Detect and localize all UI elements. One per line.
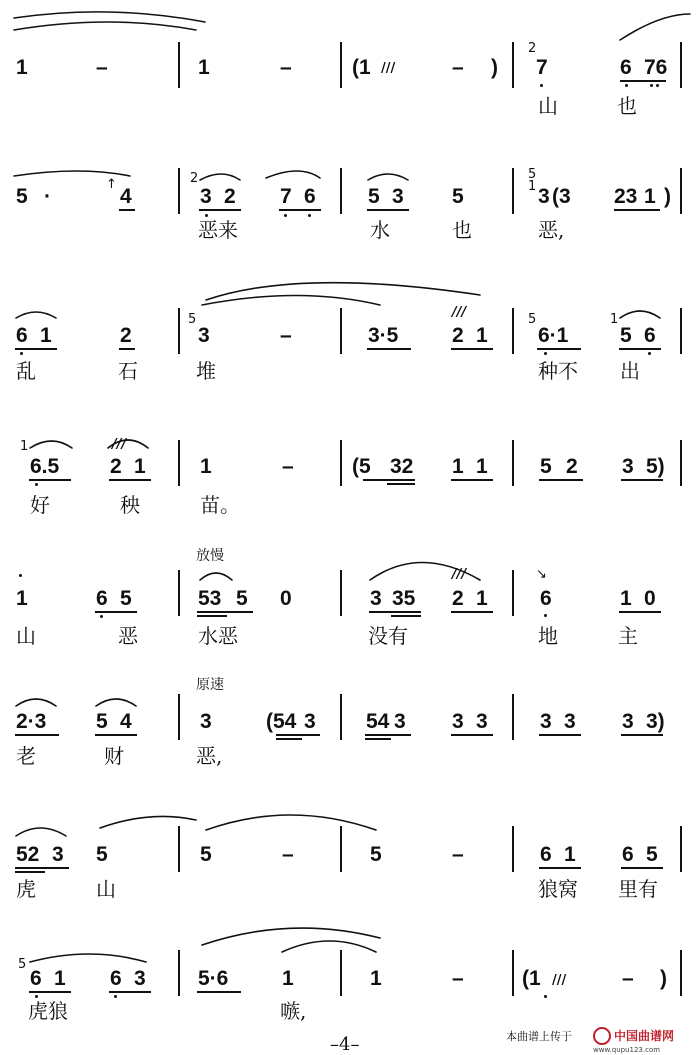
- lyric: 没有: [368, 624, 408, 648]
- grace-note: 5: [528, 167, 537, 182]
- note: (1: [352, 56, 371, 79]
- note: 5: [236, 587, 248, 610]
- note: 2: [224, 185, 236, 208]
- site-logo: [593, 1027, 674, 1054]
- lyric: 嗾,: [280, 999, 307, 1023]
- grace-note: 1: [610, 312, 619, 327]
- octave-dot: [284, 214, 287, 217]
- lyric: 虎: [16, 877, 36, 901]
- grace-note: 5: [528, 312, 537, 327]
- note: –: [280, 56, 292, 79]
- octave-dot: [650, 84, 653, 87]
- note: 3: [52, 843, 64, 866]
- note: (3: [552, 185, 571, 208]
- slur: [100, 816, 196, 828]
- note: 1: [54, 967, 66, 990]
- octave-dot: [35, 483, 38, 486]
- lyric: 恶: [118, 624, 138, 648]
- note: 3: [200, 185, 212, 208]
- slur: [266, 171, 320, 178]
- slur: [202, 928, 380, 945]
- note: 3: [200, 710, 212, 733]
- grace-note: 1: [528, 179, 537, 194]
- octave-dot: [544, 352, 547, 355]
- note: 3: [564, 710, 576, 733]
- note: 1: [620, 587, 632, 610]
- lyric: 狼窝: [538, 877, 578, 901]
- note: 1: [476, 587, 488, 610]
- vibrato-mark: ///: [452, 305, 467, 320]
- slur: [108, 440, 148, 448]
- note: 0: [644, 587, 656, 610]
- slur: [200, 174, 240, 180]
- site-url: www.qupu123.com: [593, 1045, 661, 1054]
- slur: [96, 699, 136, 706]
- note: 6: [620, 56, 632, 79]
- note: 1: [370, 967, 382, 990]
- note: 35: [392, 587, 416, 610]
- note: 6: [96, 587, 108, 610]
- note: 4: [120, 185, 132, 208]
- slur: [200, 573, 232, 580]
- lyric: 也: [617, 94, 637, 118]
- note: 3: [538, 185, 550, 208]
- note: 2: [566, 455, 578, 478]
- slur: [16, 828, 66, 836]
- note: 3: [452, 710, 464, 733]
- lyric: 也: [452, 218, 472, 242]
- lyric: 堆: [196, 359, 216, 383]
- lyric: 好: [30, 493, 50, 517]
- slur: [282, 941, 376, 952]
- note: 5: [368, 185, 380, 208]
- octave-dot: [20, 352, 23, 355]
- octave-dot: [308, 214, 311, 217]
- logo-icon: [593, 1027, 611, 1045]
- note: ): [660, 967, 667, 990]
- slide-mark: ↘: [536, 567, 547, 582]
- note: –: [282, 843, 294, 866]
- note: 1: [564, 843, 576, 866]
- octave-dot: [100, 615, 103, 618]
- lyric: 山: [96, 877, 116, 901]
- note: ): [491, 56, 498, 79]
- lyric: 老: [16, 744, 36, 768]
- slur: [620, 311, 660, 318]
- grace-note: 5: [18, 957, 27, 972]
- note: 5): [646, 455, 665, 478]
- note: (5: [352, 455, 371, 478]
- slur: [30, 441, 72, 448]
- lyric: 水: [370, 218, 390, 242]
- lyric: 山: [538, 94, 558, 118]
- slur: [206, 815, 376, 830]
- note: 23: [614, 185, 638, 208]
- note: 6: [644, 324, 656, 347]
- note: 3: [622, 455, 634, 478]
- slur: [16, 699, 56, 706]
- vibrato-mark: ///: [112, 437, 127, 452]
- note: 3: [370, 587, 382, 610]
- note: 3: [476, 710, 488, 733]
- note: –: [280, 324, 292, 347]
- note: 5: [96, 710, 108, 733]
- octave-dot: [544, 614, 547, 617]
- note: ·: [44, 185, 51, 208]
- lyric: 种不: [538, 359, 578, 383]
- note: 5: [452, 185, 464, 208]
- octave-dot: [656, 84, 659, 87]
- lyric: 恶来: [198, 218, 238, 242]
- note: 2·3: [16, 710, 47, 733]
- page-number: –4–: [330, 1034, 360, 1055]
- note: 54: [366, 710, 390, 733]
- tempo-mark: 放慢: [196, 548, 224, 564]
- octave-dot: [205, 214, 208, 217]
- note: 1: [16, 587, 28, 610]
- note: 52: [16, 843, 40, 866]
- octave-dot: [114, 995, 117, 998]
- note: 6: [110, 967, 122, 990]
- note: 1: [452, 455, 464, 478]
- note: 3: [304, 710, 316, 733]
- slur: [202, 296, 380, 306]
- note: 1: [476, 324, 488, 347]
- note: 3: [540, 710, 552, 733]
- note: 6: [304, 185, 316, 208]
- note: 2: [452, 587, 464, 610]
- note: 5·6: [198, 967, 229, 990]
- octave-dot: [35, 995, 38, 998]
- note: 1: [644, 185, 656, 208]
- note: 2: [452, 324, 464, 347]
- note: 3: [622, 710, 634, 733]
- slur: [620, 14, 690, 40]
- octave-dot: [540, 84, 543, 87]
- note: –: [622, 967, 634, 990]
- note: 5: [620, 324, 632, 347]
- note: 1: [200, 455, 212, 478]
- note: (1: [522, 967, 541, 990]
- note: 5: [646, 843, 658, 866]
- note: 3: [134, 967, 146, 990]
- note: 3): [646, 710, 665, 733]
- note: 1: [40, 324, 52, 347]
- lyric: 财: [104, 744, 124, 768]
- note: 32: [390, 455, 414, 478]
- lyric: 出: [620, 359, 640, 383]
- note: 5: [96, 843, 108, 866]
- note: 2: [110, 455, 122, 478]
- lyric: 恶,: [196, 744, 223, 768]
- tremolo-mark: ///: [552, 973, 567, 988]
- note: 2: [120, 324, 132, 347]
- note: 5: [16, 185, 28, 208]
- note: –: [452, 56, 464, 79]
- grace-note: 1: [20, 439, 29, 454]
- lyric: 乱: [16, 359, 36, 383]
- note: 4: [120, 710, 132, 733]
- note: 6: [540, 843, 552, 866]
- octave-dot: [648, 352, 651, 355]
- note: 7: [280, 185, 292, 208]
- note: 6: [16, 324, 28, 347]
- grace-note: 5: [188, 312, 197, 327]
- note: 6: [30, 967, 42, 990]
- note: 6·1: [538, 324, 569, 347]
- note: –: [452, 843, 464, 866]
- note: 1: [16, 56, 28, 79]
- note: 5: [200, 843, 212, 866]
- note: 7: [536, 56, 548, 79]
- note: –: [452, 967, 464, 990]
- vibrato-mark: ///: [452, 567, 467, 582]
- lyric: 虎狼: [28, 999, 68, 1023]
- slur: [30, 954, 146, 962]
- note: 3: [392, 185, 404, 208]
- note: 5: [540, 455, 552, 478]
- slur: [368, 174, 408, 180]
- note: 5: [370, 843, 382, 866]
- site-name: 中国曲谱网: [614, 1029, 675, 1043]
- note: 5: [120, 587, 132, 610]
- note: 3: [198, 324, 210, 347]
- upload-note: 本曲谱上传于: [506, 1030, 572, 1043]
- note: 53: [198, 587, 222, 610]
- octave-dot: [625, 84, 628, 87]
- lyric: 主: [618, 624, 638, 648]
- lyric: 里有: [618, 877, 658, 901]
- slur: [16, 312, 56, 318]
- lyric: 恶,: [538, 218, 565, 242]
- grace-note: 2: [190, 171, 199, 186]
- grace-note: 2: [528, 41, 537, 56]
- arrow-mark: ↑: [106, 177, 117, 192]
- note: 1: [282, 967, 294, 990]
- note: –: [96, 56, 108, 79]
- note: 6: [622, 843, 634, 866]
- note: (54: [266, 710, 297, 733]
- note: 1: [134, 455, 146, 478]
- slur: [370, 563, 480, 581]
- note: 3·5: [368, 324, 399, 347]
- note: 6.5: [30, 455, 60, 478]
- note: 1: [476, 455, 488, 478]
- note: 6: [540, 587, 552, 610]
- lyric: 秧: [120, 493, 140, 517]
- note: 1: [198, 56, 210, 79]
- slur: [14, 171, 130, 176]
- note: 3: [394, 710, 406, 733]
- lyric: 山: [16, 624, 36, 648]
- lyric: 苗。: [200, 493, 240, 517]
- tremolo-mark: ///: [381, 61, 396, 76]
- note: –: [282, 455, 294, 478]
- slur: [14, 22, 196, 30]
- note: 0: [280, 587, 292, 610]
- slur: [14, 12, 205, 22]
- octave-dot: [544, 995, 547, 998]
- tempo-mark: 原速: [196, 677, 224, 693]
- lyric: 水恶: [198, 624, 238, 648]
- note: ): [664, 185, 671, 208]
- note: 76: [644, 56, 668, 79]
- lyric: 石: [118, 359, 138, 383]
- lyric: 地: [538, 624, 558, 648]
- octave-dot: [19, 574, 22, 577]
